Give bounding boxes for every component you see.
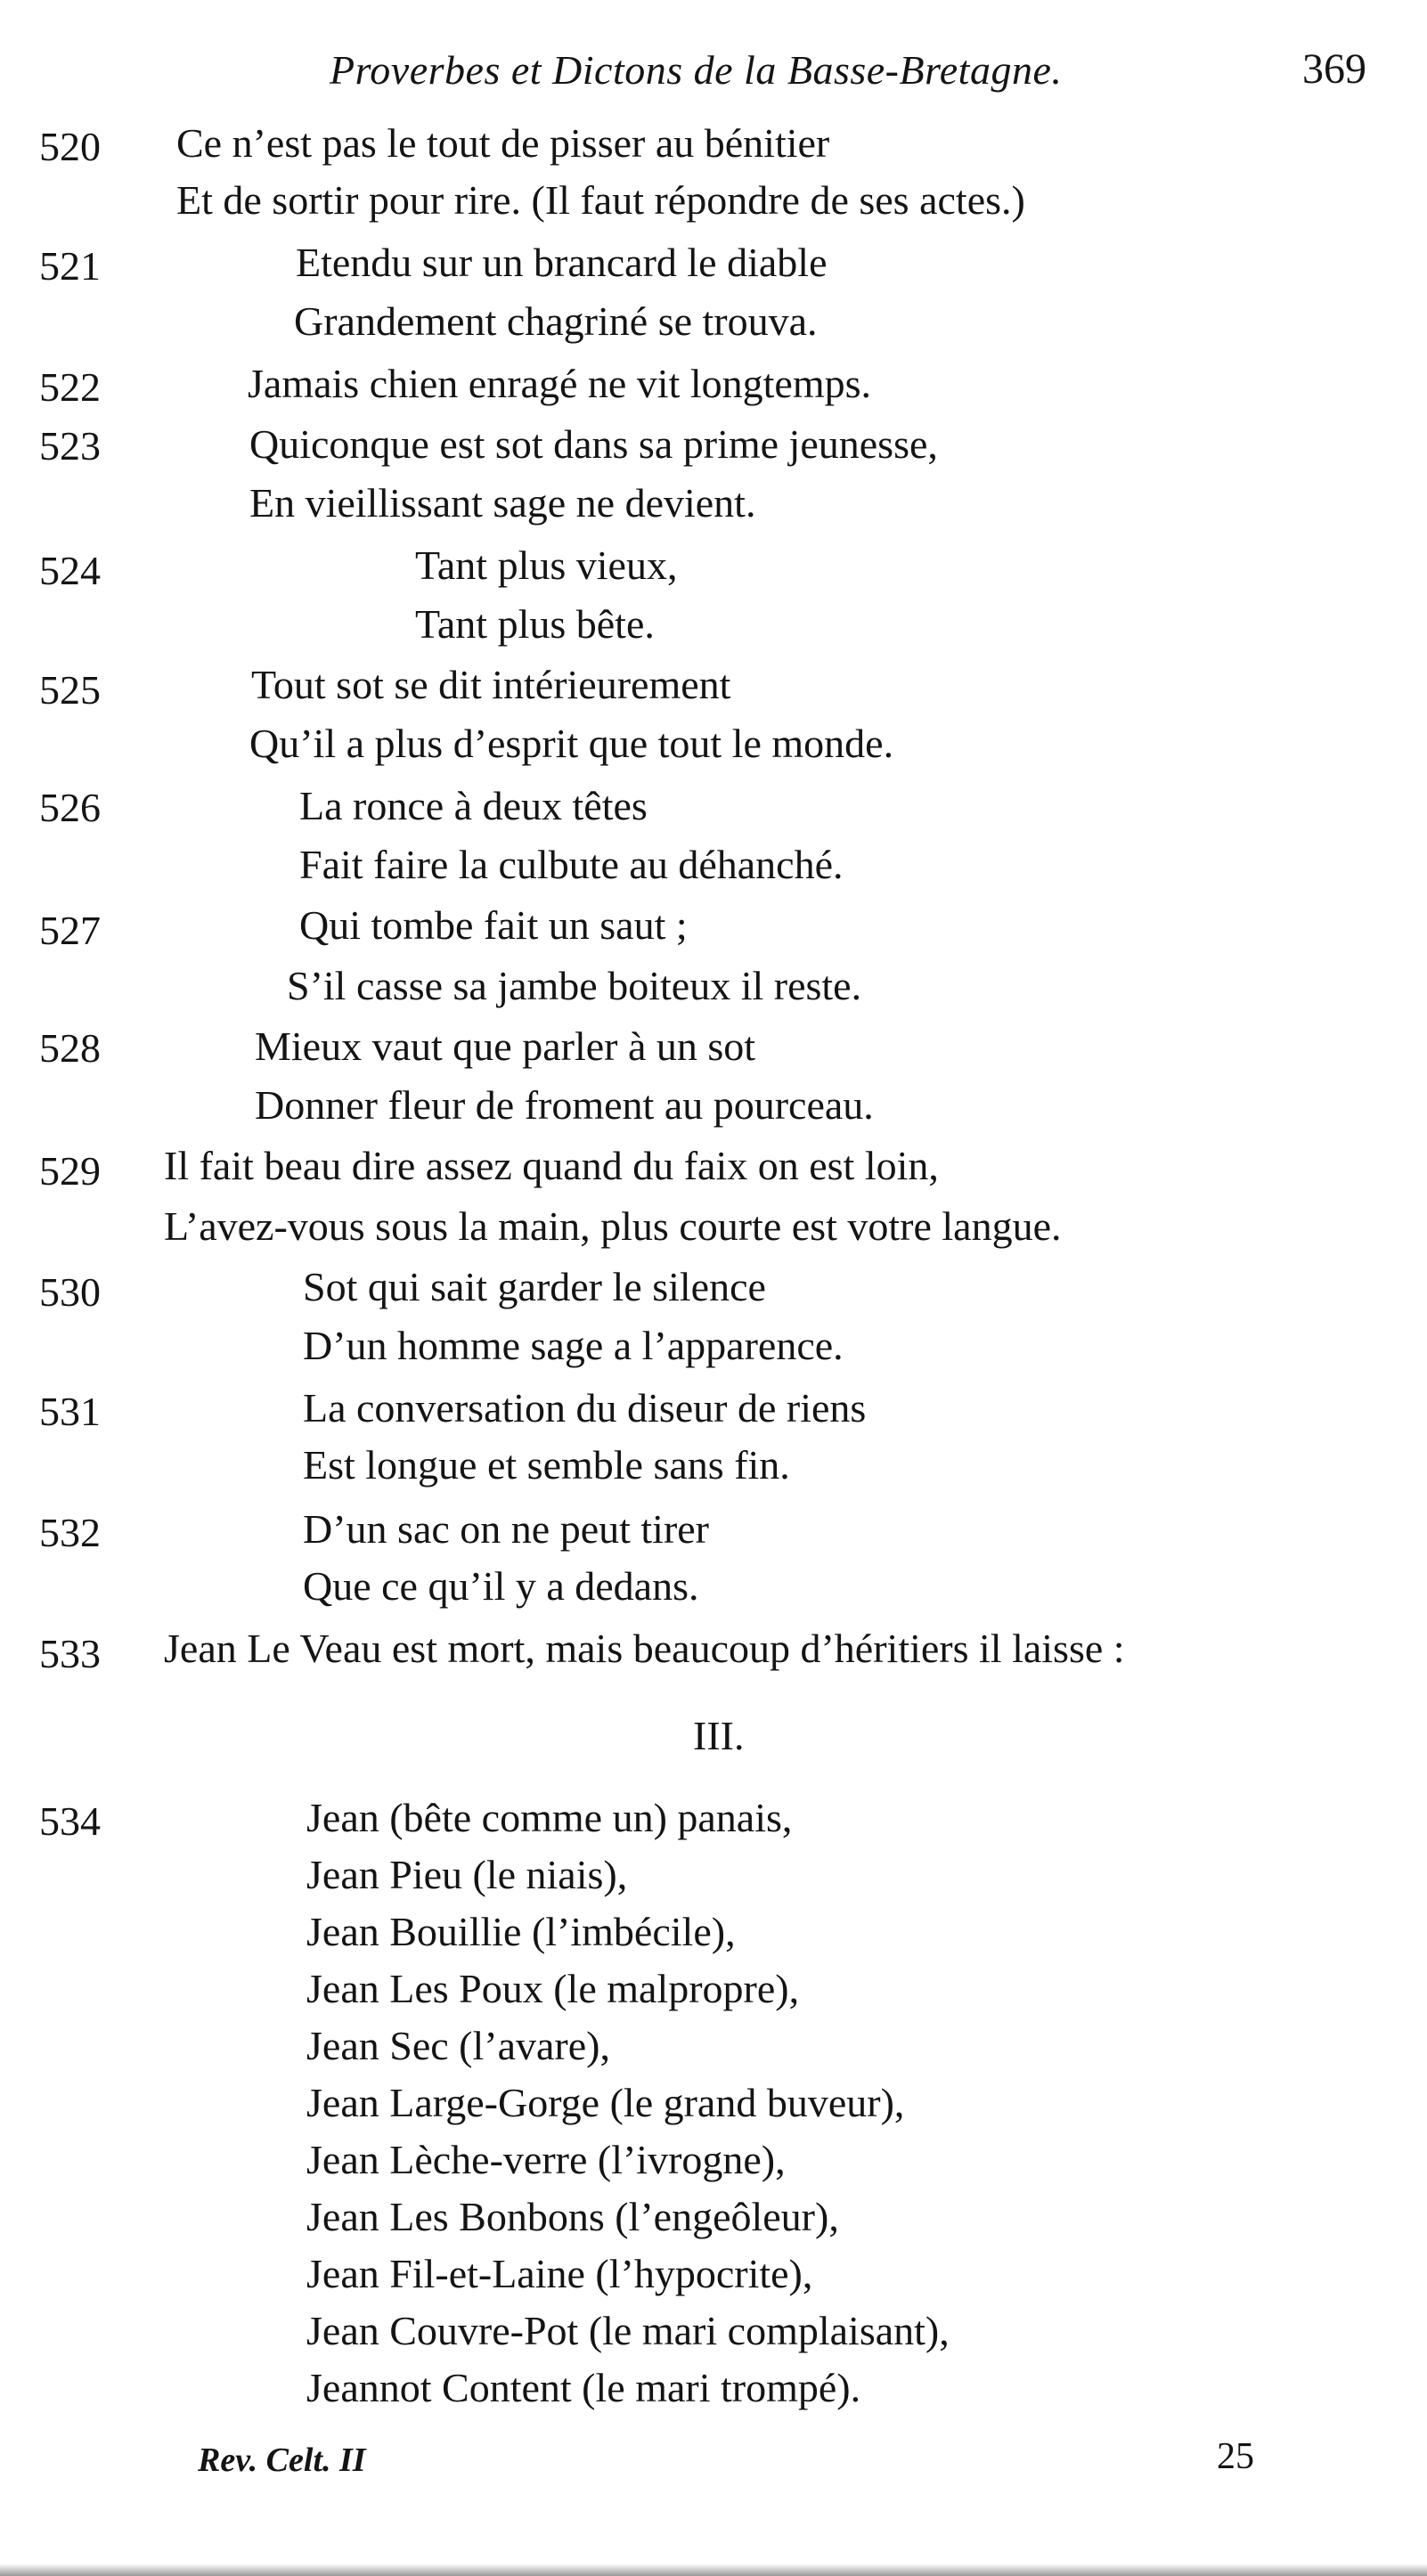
heir-line: Jean Lèche-verre (l’ivrogne),: [306, 2137, 786, 2182]
entry-number: 521: [39, 243, 101, 289]
journal-footer: Rev. Celt. II: [198, 2441, 366, 2479]
heir-line: Jean Large-Gorge (le grand buveur),: [306, 2080, 905, 2125]
heir-line: Jean Les Poux (le malpropre),: [306, 1966, 800, 2011]
proverb-line: D’un sac on ne peut tirer: [303, 1506, 710, 1552]
entry-number: 528: [39, 1025, 101, 1071]
proverb-line: Jean Le Veau est mort, mais beaucoup d’héritiers il laisse :: [164, 1626, 1125, 1671]
entry-number: 522: [39, 364, 101, 410]
proverb-line: En vieillissant sage ne devient.: [249, 480, 756, 526]
entry-number: 533: [39, 1631, 101, 1676]
entry-number: 532: [39, 1510, 101, 1555]
proverb-line: Ce n’est pas le tout de pisser au bénitier: [176, 120, 830, 166]
entry-number: 526: [39, 785, 101, 830]
page-edge-shadow: [0, 2564, 1427, 2576]
heir-line: Jeannot Content (le mari trompé).: [306, 2365, 861, 2410]
entry-number: 525: [39, 667, 101, 713]
entry-number: 524: [39, 548, 101, 593]
proverb-line: Que ce qu’il y a dedans.: [303, 1563, 699, 1609]
proverb-line: Quiconque est sot dans sa prime jeunesse,: [249, 421, 938, 467]
entry-number: 534: [39, 1798, 101, 1844]
proverb-line: Tout sot se dit intérieurement: [251, 662, 731, 707]
proverb-line: L’avez-vous sous la main, plus courte est votre langue.: [164, 1203, 1062, 1249]
section-heading: III.: [693, 1713, 745, 1758]
entry-number: 527: [39, 908, 101, 953]
entry-number: 529: [39, 1148, 101, 1194]
entry-number: 520: [39, 124, 101, 169]
proverb-line: Mieux vaut que parler à un sot: [255, 1023, 756, 1069]
heir-line: Jean Les Bonbons (l’engeôleur),: [306, 2194, 839, 2239]
running-title: Proverbes et Dictons de la Basse-Bretagne.: [330, 47, 1063, 93]
proverb-line: Sot qui sait garder le silence: [303, 1264, 766, 1309]
heir-line: Jean Pieu (le niais),: [306, 1852, 628, 1897]
heir-line: Jean Sec (l’avare),: [306, 2023, 610, 2068]
signature-mark: 25: [1217, 2436, 1254, 2477]
proverb-line: Jamais chien enragé ne vit longtemps.: [248, 361, 872, 406]
proverb-line: La conversation du diseur de riens: [303, 1385, 867, 1431]
proverb-line: Tant plus bête.: [415, 601, 655, 647]
proverb-line: La ronce à deux têtes: [299, 783, 648, 828]
proverb-line: Qui tombe fait un saut ;: [299, 902, 688, 948]
proverb-line: Etendu sur un brancard le diable: [296, 240, 828, 285]
proverb-line: S’il casse sa jambe boiteux il reste.: [287, 963, 862, 1008]
proverb-line: Tant plus vieux,: [415, 542, 678, 588]
proverb-line: Fait faire la culbute au déhanché.: [299, 842, 844, 887]
proverb-line: D’un homme sage a l’apparence.: [303, 1323, 844, 1368]
proverb-line: Est longue et semble sans fin.: [303, 1442, 790, 1488]
entry-number: 531: [39, 1389, 101, 1434]
proverb-line: Et de sortir pour rire. (Il faut répondre de ses actes.): [176, 177, 1025, 223]
heir-line: Jean Bouillie (l’imbécile),: [306, 1909, 736, 1954]
page-number: 369: [1302, 45, 1366, 93]
proverb-line: Il fait beau dire assez quand du faix on est loin,: [164, 1143, 939, 1188]
proverb-line: Qu’il a plus d’esprit que tout le monde.: [249, 721, 894, 766]
heir-line: Jean Couvre-Pot (le mari complaisant),: [306, 2308, 950, 2353]
proverb-line: Donner fleur de froment au pourceau.: [255, 1082, 874, 1128]
heir-line: Jean (bête comme un) panais,: [306, 1795, 793, 1840]
heir-line: Jean Fil-et-Laine (l’hypocrite),: [306, 2251, 813, 2296]
entry-number: 530: [39, 1269, 101, 1315]
entry-number: 523: [39, 423, 101, 469]
proverb-line: Grandement chagriné se trouva.: [294, 298, 818, 344]
